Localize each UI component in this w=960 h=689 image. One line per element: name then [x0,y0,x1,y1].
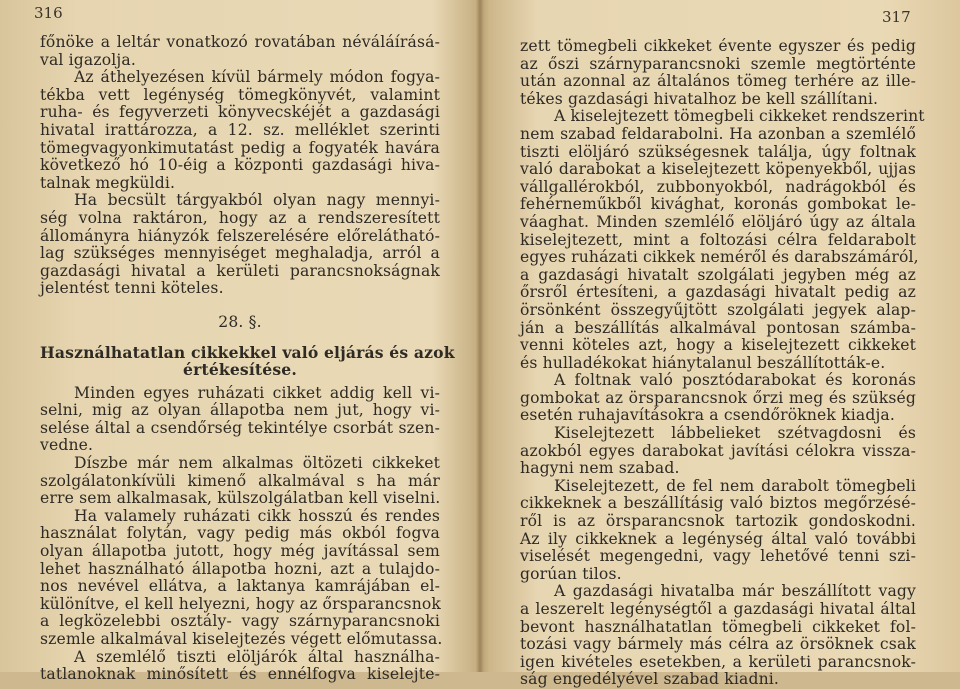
text-line: nem szabad feldarabolni. Ha azonban a szemlélő [520,124,916,143]
text-line: A kiselejtezett tömegbeli cikkeket rendszerint [554,107,925,126]
text-line: után azonnal az általános tömeg terhére az ille- [520,72,916,91]
right-page [488,0,960,689]
text-line: ről is az örsparancsnok tartozik gondoskodni. [520,512,916,531]
text-line: val igazolja. [40,50,136,69]
text-line: jelentést tenni köteles. [40,279,224,298]
text-line: cikkeknek a beszállításig való biztos megőrzésé- [520,494,916,513]
text-line: tömegvagyonkimutatást pedig a fogyaték havára [40,138,440,157]
text-line: vállgallérokból, zubbonyokból, nadrágokból és [520,177,916,196]
section-title: értékesítése. [183,360,297,380]
text-line: hivatal irattározza, a 12. sz. melléklet szerinti [40,120,440,139]
page-number: 317 [882,8,911,26]
text-line: igen kivételes esetekben, a kerületi parancsnok- [520,652,916,671]
text-line: gazdasági hivatal a kerületi parancsnokságnak [40,261,440,280]
text-line: és hulladékokat hiánytalanul beszállították-e. [520,353,886,372]
text-line: Ha becsült tárgyakból olyan nagy mennyi- [74,191,440,210]
text-line: használat folytán, vagy pedig más okból fogva [40,524,440,543]
text-line: ség volna raktáron, hogy az a rendszeresített [40,208,440,227]
text-line: hagyni nem szabad. [520,459,680,478]
text-line: esetén ruhajavításokra a csendőröknek kiadja. [520,406,895,425]
text-line: állományra hiányzók felszerelésére előrelátható- [40,226,440,245]
text-line: kiselejtezett, mint a foltozási célra feldarabolt [520,230,916,249]
text-line: ruha- és fegyverzeti könyvecskéjét a gazdasági [40,103,440,122]
text-line: ján a beszállítás alkalmával pontosan számba- [520,318,916,337]
text-line: a legközelebbi osztály- vagy szárnyparancsnoki [40,612,440,631]
left-page [0,0,472,684]
text-line: a leszerelt legénységtől a gazdasági hivatal által [520,600,916,618]
text-line: A gazdasági hivatalba már beszállított vagy [554,582,916,601]
text-line: selni, mig az olyan állapotba nem jut, hogy vi- [40,401,440,420]
text-line: lag szükséges mennyiséget meghaladja, arról a [40,244,440,263]
text-line: Ha valamely ruházati cikk hosszú és rendes [74,506,440,525]
text-line: azokból egyes darabokat javítási célokra vissza- [520,441,916,460]
text-line: tatlanoknak minősített és ennélfogva kiselejte- [40,665,440,684]
text-line: tozási vagy bármely más célra az örsöknek csak [520,635,916,654]
text-line: örsönként összegyűjtött szolgálati jegyek alap- [520,300,916,319]
text-line: selése által a csendőrség tekintélye csorbát szen- [40,418,440,437]
section-title: Használhatatlan cikkekkel való eljárás és azok [40,342,455,362]
text-line: Díszbe már nem alkalmas öltözeti cikkeket [74,454,440,473]
text-line: bevont használhatatlan tömegbeli cikkeket fol- [520,617,916,636]
text-line: különítve, el kell helyezni, hogy az őrsparancsnok [40,594,442,613]
text-line: őrsről értesíteni, a gazdasági hivatalt pedig az [520,283,916,302]
text-line: Kiselejtezett lábbelieket szétvagdosni és [554,424,916,443]
text-line: Az ily cikkeknek a legénység által való további [520,529,916,548]
text-line: gorúan tilos. [520,564,622,583]
text-line: tékba vett legénység tömegkönyvét, valamint [40,85,440,104]
text-line: fehérneműkből kivághat, koronás gombokat le- [520,195,916,214]
text-line: erre sem alkalmasak, külszolgálatban kell viselni. [40,489,441,508]
left-page-text [40,33,455,684]
text-line: vedne. [40,436,94,455]
text-line: tiszti elöljáró szükségesnek találja, úgy foltnak [520,142,916,161]
text-line: venni köteles azt, hogy a kiselejtezett cikkeket [520,336,916,355]
section-number: 28. §. [218,312,262,331]
text-line: nos nevével ellátva, a laktanya kamrájában el- [40,577,440,596]
page-number: 316 [34,4,63,22]
text-line: Minden egyes ruházati cikket addig kell vi- [74,383,440,402]
text-line: A szemlélő tiszti elöljárók által használha- [74,647,440,666]
text-line: szolgálatonkívüli kimenő alkalmával s ha már [40,471,440,490]
text-line: az őszi szárnyparancsnoki szemle megtörténte [520,54,916,73]
text-line: talnak megküldi. [40,173,176,192]
text-line: való darabokat a kiselejtezett köpenyekből, ujjas [520,160,916,179]
text-line: Kiselejtezett, de fel nem darabolt tömegbeli [554,476,916,495]
text-line: szemle alkalmával kiselejtezés végett előmutassa. [40,630,443,648]
book-gutter [476,0,484,672]
text-line: A foltnak való posztódarabokat és koronás [554,371,916,390]
text-line: viselését megengedni, vagy lehetővé tenni szi- [520,547,916,566]
text-line: váaghat. Minden szemlélő elöljáró úgy az általa [520,212,916,231]
text-line: egyes ruházati cikkek neméről és darabszámáról, [520,248,919,267]
text-line: főnöke a leltár vonatkozó rovatában néváláírásá- [40,33,440,51]
text-line: ság engedélyével szabad kiadni. [520,670,780,689]
text-line: gombokat az örsparancsnok őrzi meg és szükség [520,388,916,407]
text-line: a gazdasági hivatalt szolgálati jegyben még az [520,265,916,284]
text-line: Az áthelyezésen kívül bármely módon fogya- [74,68,440,87]
text-line: olyan állapotba jutott, hogy még javítással sem [40,542,440,561]
text-line: lehet használható állapotba hozni, azt a tulajdo- [40,559,440,578]
text-line: következő hó 10-éig a központi gazdasági hiva- [40,156,440,175]
text-line: zett tömegbeli cikkeket évente egyszer és pedig [520,37,916,55]
text-line: tékes gazdasági hivatalhoz be kell szállítani. [520,89,879,108]
right-page-text [520,37,925,689]
